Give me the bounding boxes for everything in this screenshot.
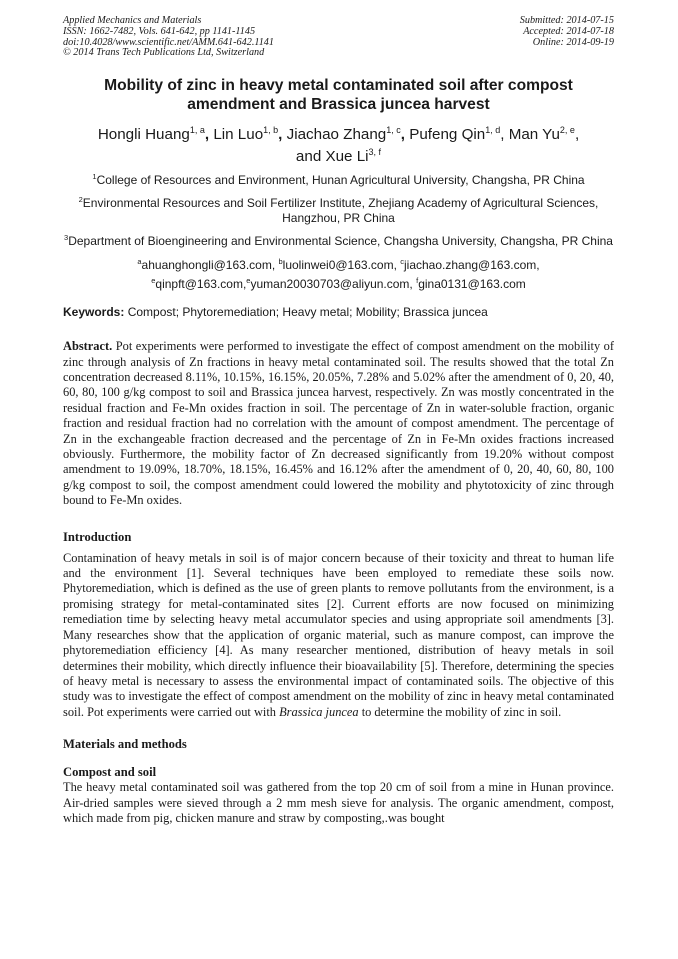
affiliation-text: College of Resources and Environment, Hunan Agricultural University, Changsha, PR China	[96, 173, 585, 188]
email-mark: e	[246, 276, 251, 286]
author-name: and Xue Li	[295, 148, 369, 166]
section-heading-materials-methods: Materials and methods	[63, 737, 187, 752]
email-list	[63, 256, 614, 294]
author-affiliation-mark: 1, c	[386, 125, 401, 136]
author	[213, 126, 286, 143]
author-separator: ,	[500, 126, 509, 144]
email-mark: a	[137, 257, 142, 267]
affiliation-number: 2	[78, 195, 83, 205]
journal-info	[63, 16, 274, 59]
email-line	[63, 275, 614, 294]
title-line: amendment and Brassica juncea harvest	[187, 96, 490, 114]
paper-page	[63, 16, 614, 826]
author-affiliation-mark: 1, b	[263, 125, 279, 136]
intro-text: to determine the mobility of zinc in soil.	[358, 704, 562, 719]
paper-title	[63, 76, 614, 114]
email-address: ahuanghongli@163.com,	[141, 258, 279, 273]
email-mark: c	[400, 257, 404, 267]
email-mark: e	[151, 276, 156, 286]
email-address: gina0131@163.com	[418, 277, 526, 292]
author-separator: ,	[400, 126, 410, 144]
author	[409, 126, 508, 143]
email-mark: b	[278, 257, 283, 267]
copyright-line: © 2014 Trans Tech Publications Ltd, Switzerland	[63, 47, 265, 59]
keywords-label: Keywords:	[63, 305, 125, 320]
compost-soil-paragraph: The heavy metal contaminated soil was gathered from the top 20 cm of soil from a mine in Hunan province. Air-dried samples were sieved through a 2 mm mesh sieve for analysis. The organic amendment, compost, which made from pig, chicken manure and straw by composting,.was bought	[63, 780, 614, 825]
author-affiliation-mark: 1, a	[189, 125, 205, 136]
introduction-paragraph	[63, 551, 614, 720]
email-address: luolinwei0@163.com,	[282, 258, 401, 273]
author	[98, 126, 214, 143]
affiliation-number: 1	[92, 172, 97, 182]
issn-line: ISSN: 1662-7482, Vols. 641-642, pp 1141-1145	[63, 25, 256, 37]
affiliation-text: Department of Bioengineering and Environmental Science, Changsha University, Changsha, PR China	[68, 234, 613, 249]
journal-header	[63, 16, 614, 59]
author-name: Pufeng Qin	[409, 126, 486, 144]
author-name: Jiachao Zhang	[286, 126, 387, 144]
title-line: Mobility of zinc in heavy metal contaminated soil after compost	[104, 77, 573, 95]
accepted-date: Accepted: 2014-07-18	[523, 25, 614, 37]
intro-text: Contamination of heavy metals in soil is of major concern because of their toxicity and threat to human life and the environment [1]. Several techniques have been employed to remediate these soils now. Phytoremediation, which is defined as the use of green plants to remove pollutants from the environment, is a promising strategy for metal-contaminated sites [2]. Current efforts are now focused on minimizing remediation time by selecting heavy metal accumulator species and using appropriate soil amendments [3]. Many researches show that the application of organic material, such as manure compost, can improve the phytoremediation efficiency [4]. As many researcher mentioned, distribution of heavy metals in soil determines their mobility, which directly influence their bioavailability [5]. Therefore, determining the species of heavy metal is necessary to assess the environmental impact of contaminated soils. The objective of this study was to investigate the effect of compost amendment on the mobility of zinc in heavy metal contaminated soil. Pot experiments were carried out with	[63, 550, 614, 719]
author-affiliation-mark: 1, d	[485, 125, 501, 136]
author	[509, 126, 579, 143]
keywords-text: Compost; Phytoremediation; Heavy metal; Mobility; Brassica juncea	[124, 305, 488, 320]
subsection-heading-compost-soil: Compost and soil	[63, 765, 157, 780]
abstract-label: Abstract.	[63, 339, 113, 354]
affiliation	[63, 234, 614, 249]
author-separator: ,	[278, 126, 287, 144]
submitted-date: Submitted: 2014-07-15	[519, 15, 614, 26]
author-name: Hongli Huang	[97, 126, 190, 144]
affiliation	[63, 196, 614, 226]
species-name: Brassica juncea	[279, 704, 359, 719]
email-address: jiachao.zhang@163.com,	[404, 258, 540, 273]
email-line	[63, 256, 614, 275]
author-separator: ,	[574, 126, 580, 144]
author-affiliation-mark: 2, e	[559, 125, 575, 136]
affiliation	[63, 173, 614, 188]
email-address: qinpft@163.com,	[155, 277, 247, 292]
email-address: yuman20030703@aliyun.com,	[250, 277, 417, 292]
journal-name: Applied Mechanics and Materials	[63, 15, 202, 26]
email-mark: f	[416, 276, 419, 286]
author	[287, 126, 410, 143]
author-list	[63, 124, 614, 168]
affiliation-text: Environmental Resources and Soil Fertilizer Institute, Zhejiang Academy of Agricultural Sciences, Hangzhou, PR China	[82, 196, 599, 226]
abstract	[63, 339, 614, 508]
keywords	[63, 305, 614, 320]
doi-line: doi:10.4028/www.scientific.net/AMM.641-642.1141	[63, 36, 274, 48]
author-name: Man Yu	[508, 126, 560, 144]
author-separator: ,	[204, 126, 214, 144]
author-affiliation-mark: 3, f	[368, 147, 382, 158]
abstract-text: Pot experiments were performed to investigate the effect of compost amendment on the mobility of zinc through analysis of Zn fractions in heavy metal contaminated soil. The results showed that the total Zn concentration decreased 8.11%, 10.15%, 16.15%, 20.05%, 7.28% and 5.02% after the amendment of 0, 20, 40, 60, 80, 100 g/kg compost to soil and Brassica juncea harvest, respectively. Zn was mostly concentrated in the residual fraction and Fe-Mn oxides fraction in soil. The percentage of Zn in water-soluble fraction, organic fraction and residual fraction had no correlation with the amount of compost amendment. The percentage of Zn in the exchangeable fraction decreased and the percentage of Zn in Fe-Mn oxides fractions increased obviously. Furthermore, the mobility factor of Zn decreased significantly from 19.20% without compost amendment to 19.09%, 18.70%, 18.15%, 16.45% and 16.12% after the amendment of 0, 20, 40, 60, 80, 100 g/kg compost to soil, the compost amendment could lowered the mobility and phytotoxicity of zinc through bound to Fe-Mn oxides.	[63, 339, 614, 508]
author-name: Lin Luo	[213, 126, 264, 144]
affiliation-number: 3	[64, 233, 69, 243]
submission-dates	[520, 16, 614, 59]
author	[296, 148, 381, 165]
section-heading-introduction: Introduction	[63, 529, 132, 544]
online-date: Online: 2014-09-19	[532, 36, 614, 48]
